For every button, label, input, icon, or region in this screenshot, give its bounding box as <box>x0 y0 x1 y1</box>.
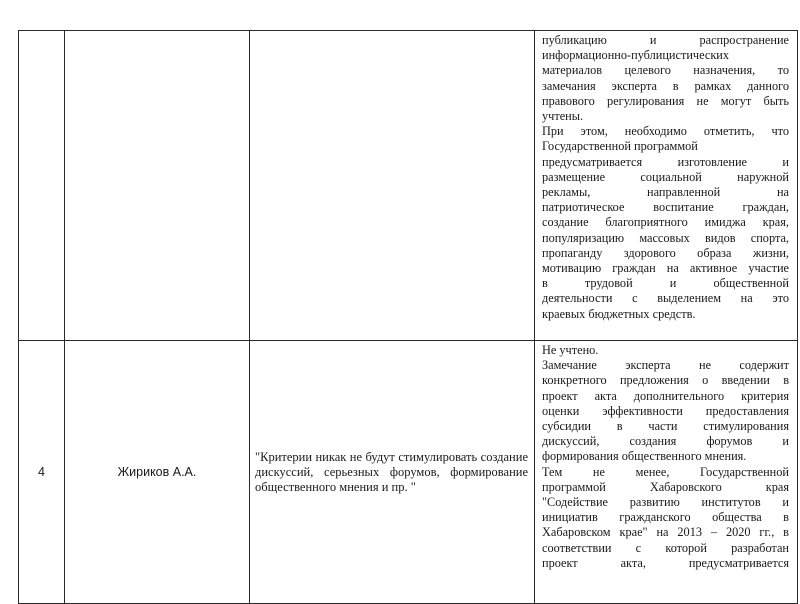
expert-comments-table <box>18 30 798 604</box>
response-line: Государственной программой <box>542 139 698 154</box>
developer-response-cell <box>535 341 798 604</box>
response-line: субсидии в части стимулирования <box>542 419 789 434</box>
table-row <box>19 31 798 341</box>
row-number-cell <box>19 31 65 341</box>
response-line: правового регулирования не могут быть <box>542 93 789 108</box>
response-line: конкретного предложения о введении в <box>542 373 789 388</box>
table-row <box>19 341 798 604</box>
response-line: программой Хабаровского края <box>542 479 789 494</box>
response-line: создание благоприятного имиджа края, <box>542 215 789 230</box>
expert-name-cell: Жириков А.А. <box>65 341 250 604</box>
row-number-cell: 4 <box>19 341 65 604</box>
response-line: Не учтено. <box>542 343 599 357</box>
response-text <box>542 33 789 322</box>
response-line: замечания эксперта в рамках данного <box>542 78 789 93</box>
expert-remark-cell <box>250 31 535 341</box>
response-line: соответствии с которой разработан <box>542 540 789 555</box>
response-line: Замечание эксперта не содержит <box>542 358 789 373</box>
response-line: мотивацию граждан на активное участие <box>542 261 789 276</box>
response-line: патриотическое воспитание граждан, <box>542 200 789 215</box>
response-line: популяризацию массовых видов спорта, <box>542 230 789 245</box>
response-line: При этом, необходимо отметить, что <box>542 124 789 139</box>
expert-remark-cell: "Критерии никак не будут стимулировать создание дискуссий, серьезных форумов, формирование общественного мнения и пр. " <box>250 341 535 604</box>
response-line: пропаганду здорового образа жизни, <box>542 245 789 260</box>
response-line: предусматривается изготовление и <box>542 154 789 169</box>
response-line: материалов целевого назначения, то <box>542 63 789 78</box>
response-text <box>542 343 789 571</box>
expert-name-cell <box>65 31 250 341</box>
response-line: "Содействие развитию институтов и <box>542 495 789 510</box>
response-line: учтены. <box>542 109 584 124</box>
response-line: деятельности с выделением на это <box>542 291 789 306</box>
response-line: проект акта дополнительного критерия <box>542 388 789 403</box>
response-line: проект акта, предусматривается <box>542 555 789 570</box>
response-line: рекламы, направленной на <box>542 185 789 200</box>
response-line: Тем не менее, Государственной <box>542 464 789 479</box>
response-line: краевых бюджетных средств. <box>542 306 696 321</box>
response-line: публикацию и распространение <box>542 33 789 47</box>
developer-response-cell <box>535 31 798 341</box>
response-line: размещение социальной наружной <box>542 169 789 184</box>
response-line: формирования общественного мнения. <box>542 449 747 464</box>
response-line: инициатив гражданского общества в <box>542 510 789 525</box>
response-line: Хабаровском крае" на 2013 – 2020 гг., в <box>542 525 789 540</box>
response-line: в трудовой и общественной <box>542 276 789 291</box>
response-line: информационно-публицистических <box>542 48 730 63</box>
response-line: оценки эффективности предоставления <box>542 403 789 418</box>
response-line: дискуссий, создания форумов и <box>542 434 789 449</box>
